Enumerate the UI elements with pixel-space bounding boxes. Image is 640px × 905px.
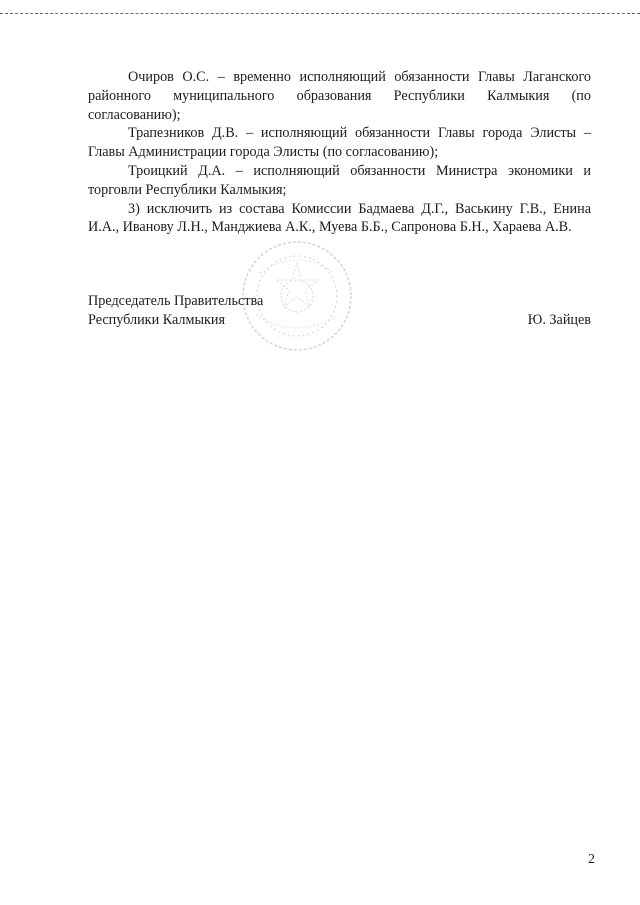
paragraph-ochirov: Очиров О.С. – временно исполняющий обязанности Главы Лаганского районного муниципального образования Республики Калмыкия (по согласованию); [88, 69, 591, 123]
document-body [88, 68, 591, 237]
page-number: 2 [588, 852, 595, 867]
signatory-title [88, 292, 263, 330]
scan-top-edge [0, 13, 640, 14]
paragraph-trapeznikov: Трапезников Д.В. – исполняющий обязанности Главы города Элисты – Главы Администрации города Элисты (по согласованию); [88, 125, 591, 161]
paragraph-exclusion: 3) исключить из состава Комиссии Бадмаева Д.Г., Васькину Г.В., Енина И.А., Иванову Л.Н., Манджиева А.К., Муева Б.Б., Сапронова Б.Н., Хараева А.В. [88, 200, 591, 236]
signatory-title-line1: Председатель Правительства [88, 293, 264, 309]
signature-block [88, 292, 591, 332]
signatory-title-line2: Республики Калмыкия [88, 311, 226, 328]
signatory-name: Ю. Зайцев [527, 311, 591, 328]
paragraph-troitsky: Троицкий Д.А. – исполняющий обязанности Министра экономики и торговли Республики Калмыкия; [88, 162, 591, 198]
